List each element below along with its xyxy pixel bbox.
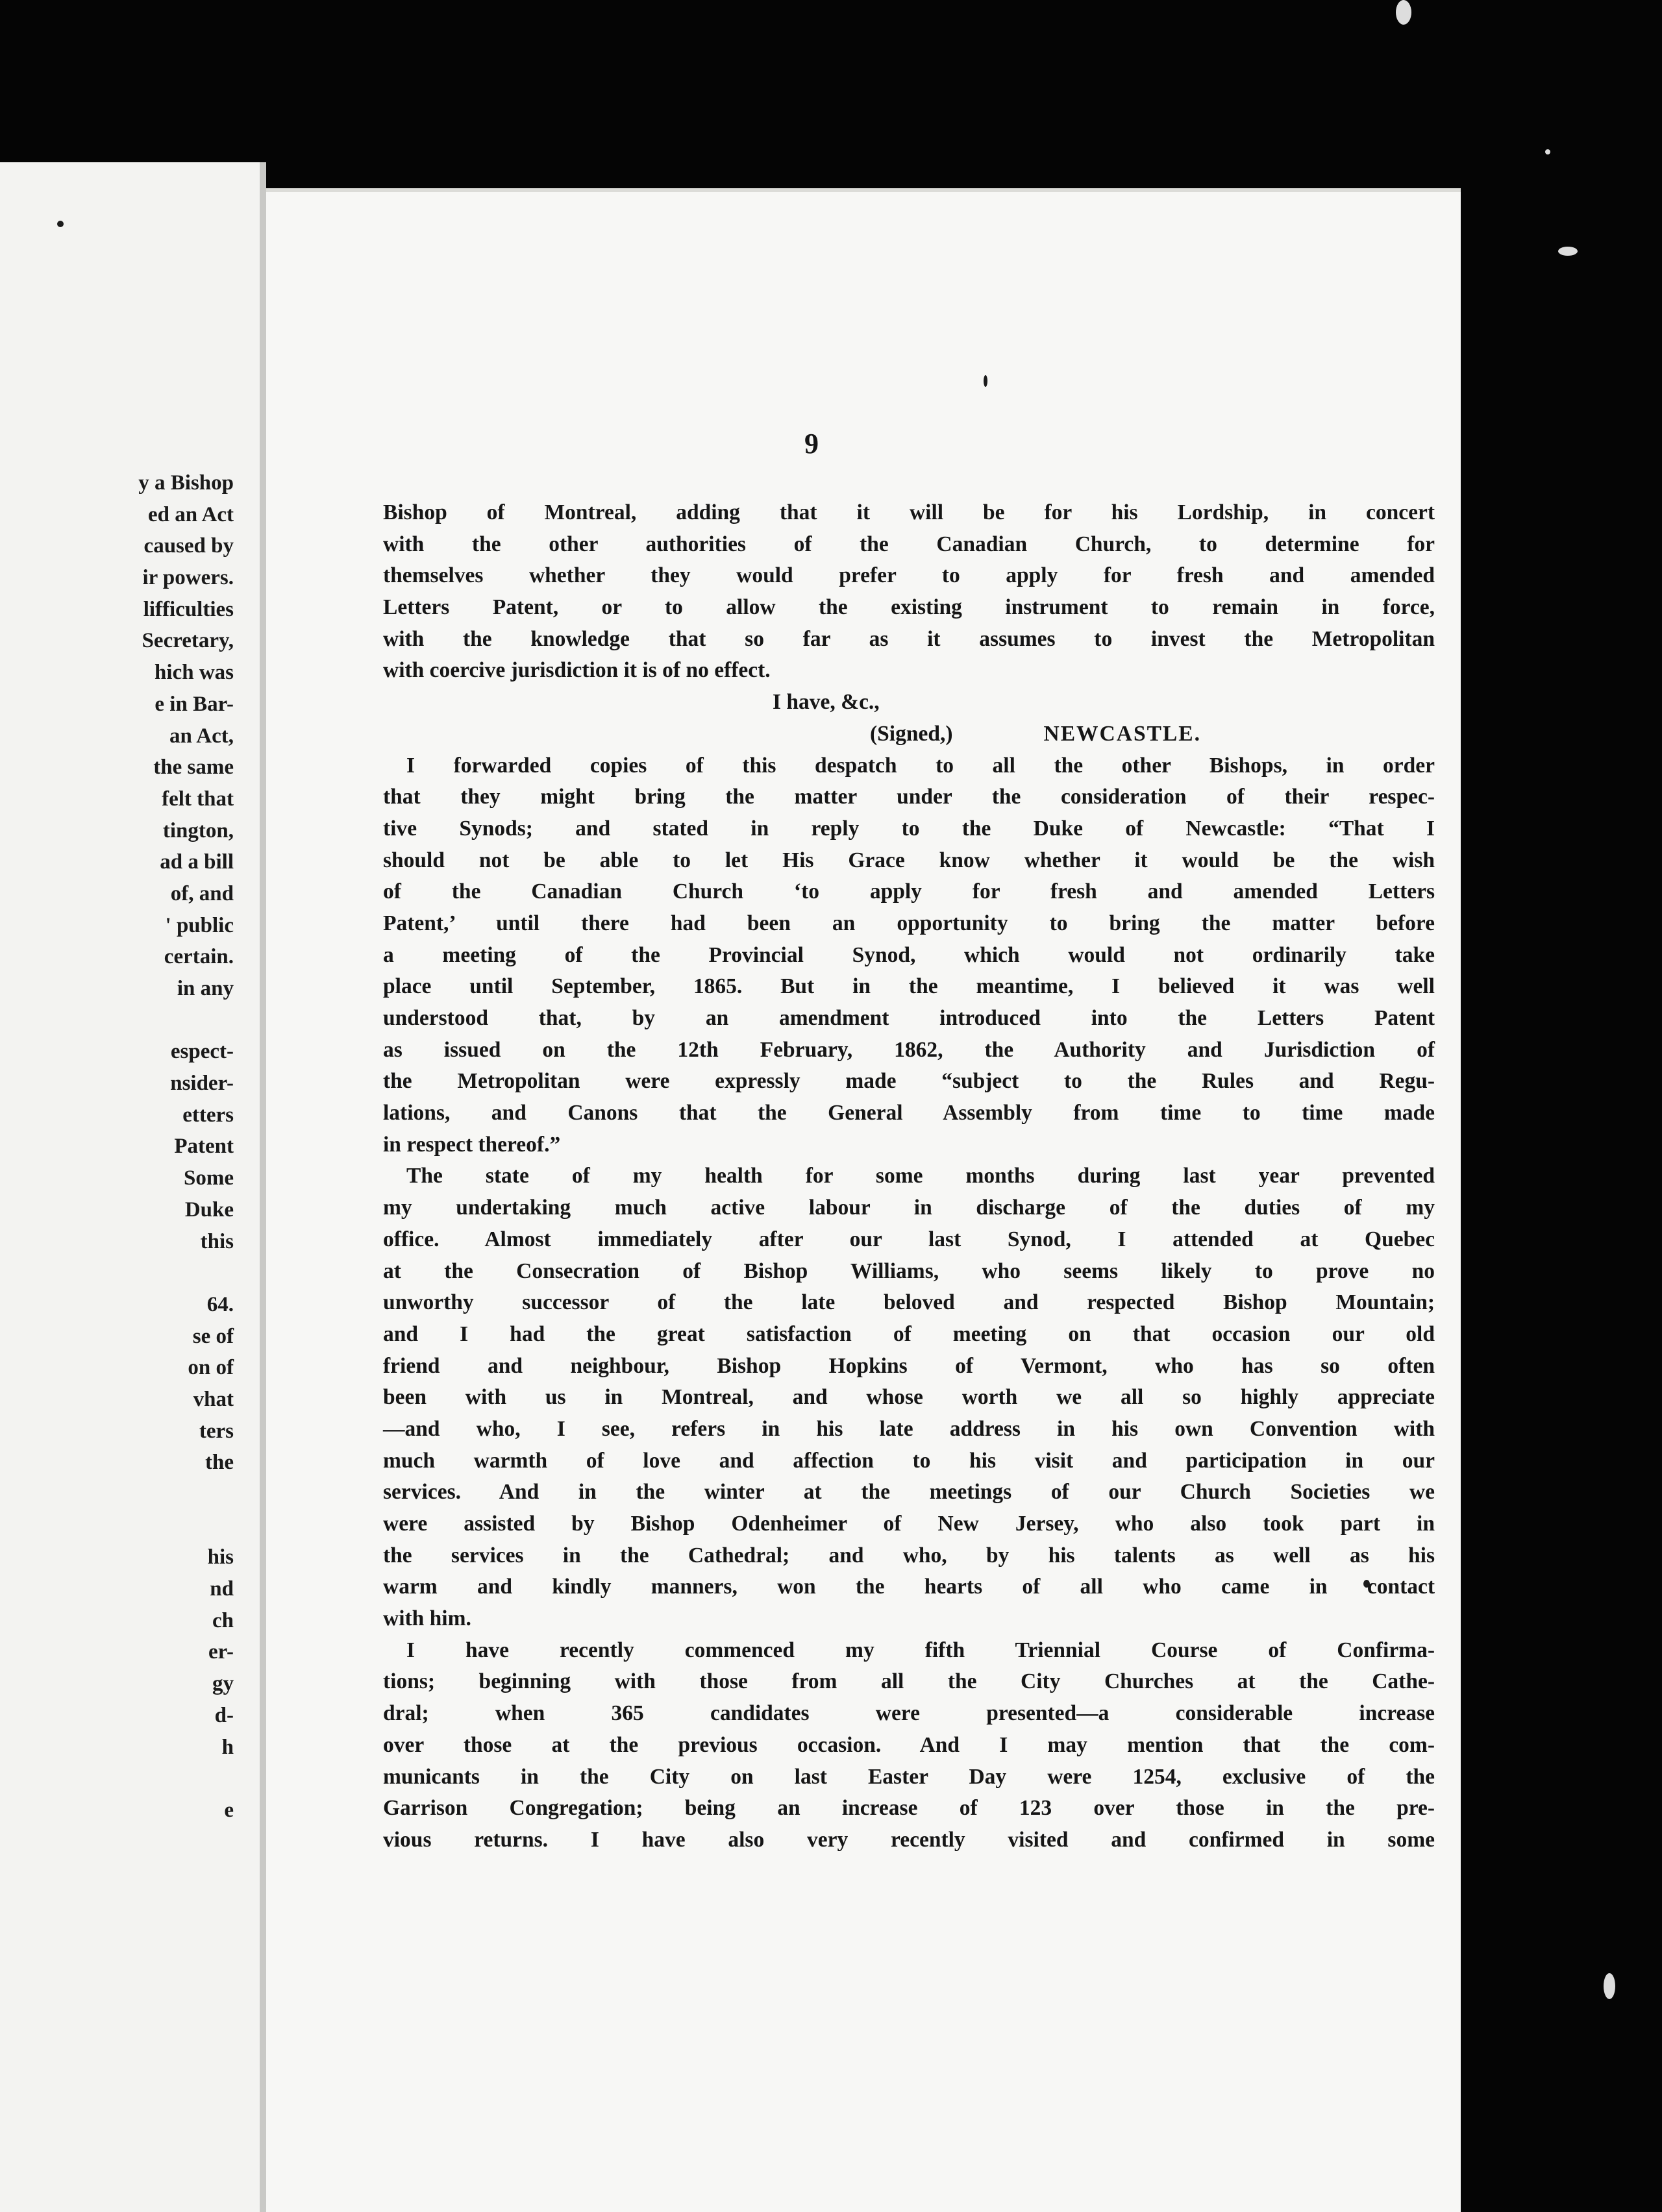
left-page-line: Some xyxy=(184,1166,234,1190)
left-page-line: 64. xyxy=(206,1292,234,1316)
left-page-line: ' public xyxy=(165,913,234,937)
ink-speck xyxy=(57,221,64,227)
left-page-line xyxy=(0,1257,234,1289)
left-page-text xyxy=(0,467,234,1826)
text-line: place until September, 1865. But in the meantime, I believed it was well xyxy=(383,974,1435,999)
text-line: I have recently commenced my fifth Triennial Course of Confirma- xyxy=(406,1638,1435,1662)
signature-line xyxy=(383,719,1435,750)
text-line: Letters Patent, or to allow the existing instrument to remain in force, xyxy=(383,595,1435,620)
text-line: with him. xyxy=(383,1606,471,1631)
left-facing-page xyxy=(0,162,266,2212)
left-page-line xyxy=(0,1479,234,1510)
text-line: office. Almost immediately after our last Synod, I attended at Quebec xyxy=(383,1227,1435,1251)
left-page-line: ch xyxy=(212,1608,234,1632)
text-line: Garrison Congregation; being an increase of 123 over those in the pre- xyxy=(383,1796,1435,1821)
letter-closing-paragraph xyxy=(383,497,1435,687)
left-page-line: an Act, xyxy=(169,724,234,748)
signatory: NEWCASTLE. xyxy=(1043,721,1201,746)
scan-speck xyxy=(1604,1973,1615,1999)
left-page-line: lifficulties xyxy=(143,597,234,621)
main-page xyxy=(266,188,1461,2212)
paragraph-despatch xyxy=(383,750,1435,1161)
text-line: should not be able to let His Grace know whether it would be the wish xyxy=(383,848,1435,872)
left-page-line: hich was xyxy=(155,661,234,685)
text-line: at the Consecration of Bishop Williams, who seems likely to prove no xyxy=(383,1259,1435,1283)
text-line: with the knowledge that so far as it assumes to invest the Metropolitan xyxy=(383,626,1435,651)
text-line: unworthy successor of the late beloved and respected Bishop Mountain; xyxy=(383,1290,1435,1315)
left-page-line: espect- xyxy=(170,1040,234,1064)
left-page-line: ed an Act xyxy=(148,502,234,526)
left-page-line: Patent xyxy=(174,1135,234,1159)
text-line: Bishop of Montreal, adding that it will be for his Lordship, in concert xyxy=(383,500,1435,524)
left-page-line: the same xyxy=(153,756,234,780)
text-line: The state of my health for some months during last year prevented xyxy=(406,1164,1435,1188)
text-line: a meeting of the Provincial Synod, which would not ordinarily take xyxy=(383,942,1435,967)
left-page-line: vhat xyxy=(193,1387,234,1411)
scan-speck xyxy=(1396,0,1411,25)
text-line: tions; beginning with those from all the City Churches at the Cathe- xyxy=(383,1669,1435,1694)
left-page-line: ters xyxy=(199,1419,234,1443)
left-page-line: gy xyxy=(212,1672,234,1696)
text-line: —and who, I see, refers in his late address in his own Convention with xyxy=(383,1416,1435,1441)
text-line: lations, and Canons that the General Assembly from time to time made xyxy=(383,1101,1435,1125)
paragraph-health xyxy=(383,1161,1435,1634)
left-page-line xyxy=(0,1005,234,1037)
text-line: been with us in Montreal, and whose worth we all so highly appreciate xyxy=(383,1385,1435,1410)
text-line: as issued on the 12th February, 1862, the Authority and Jurisdiction of xyxy=(383,1037,1435,1062)
text-line: with the other authorities of the Canadian Church, to determine for xyxy=(383,532,1435,556)
page-number: 9 xyxy=(804,428,819,460)
left-page-line: felt that xyxy=(162,787,234,811)
left-page-line: the xyxy=(205,1451,234,1475)
left-page-line: d- xyxy=(214,1703,234,1727)
text-line: the Metropolitan were expressly made “subject to the Rules and Regu- xyxy=(383,1069,1435,1094)
text-line: that they might bring the matter under the consideration of their respec- xyxy=(383,785,1435,809)
text-line: Patent,’ until there had been an opportunity to bring the matter before xyxy=(383,911,1435,935)
text-line: understood that, by an amendment introduced into the Letters Patent xyxy=(383,1006,1435,1030)
left-page-line: in any xyxy=(177,977,234,1000)
text-line: were assisted by Bishop Odenheimer of New Jersey, who also took part in xyxy=(383,1512,1435,1536)
text-line: tive Synods; and stated in reply to the Duke of Newcastle: “That I xyxy=(383,816,1435,841)
text-line: warm and kindly manners, won the hearts of all who came in contact xyxy=(383,1575,1435,1599)
text-line: in respect thereof.” xyxy=(383,1132,561,1157)
text-line: and I had the great satisfaction of meeting on that occasion our old xyxy=(383,1321,1435,1346)
left-page-line: caused by xyxy=(143,534,234,558)
text-line: friend and neighbour, Bishop Hopkins of Vermont, who has so often xyxy=(383,1353,1435,1378)
left-page-line: er- xyxy=(208,1640,234,1664)
text-line: with coercive jurisdiction it is of no effect. xyxy=(383,658,771,683)
left-page-line: his xyxy=(207,1545,234,1569)
left-page-line: certain. xyxy=(164,945,234,969)
body-text xyxy=(383,497,1435,1856)
ink-speck xyxy=(984,375,987,387)
left-page-line: ir powers. xyxy=(142,566,234,590)
text-line: the services in the Cathedral; and who, by his talents as well as his xyxy=(383,1543,1435,1567)
left-page-line xyxy=(0,1763,234,1795)
paragraph-confirmations xyxy=(383,1635,1435,1856)
left-page-line: this xyxy=(200,1229,234,1253)
signed-label: (Signed,) xyxy=(870,721,953,746)
text-line: municants in the City on last Easter Day were 1254, exclusive of the xyxy=(383,1764,1435,1789)
text-line: services. And in the winter at the meetings of our Church Societies we xyxy=(383,1480,1435,1505)
left-page-line: nsider- xyxy=(170,1072,234,1096)
left-page-line: se of xyxy=(192,1324,234,1348)
salutation: I have, &c., xyxy=(773,690,880,715)
left-page-line: Duke xyxy=(184,1198,234,1222)
left-page-line: tington, xyxy=(162,818,234,842)
text-line: themselves whether they would prefer to apply for fresh and amended xyxy=(383,563,1435,588)
left-page-line: of, and xyxy=(170,881,234,905)
left-page-line: Secretary, xyxy=(142,629,234,653)
text-line: my undertaking much active labour in discharge of the duties of my xyxy=(383,1196,1435,1220)
left-page-line: nd xyxy=(210,1577,234,1601)
left-page-line: ad a bill xyxy=(160,850,234,874)
text-line: vious returns. I have also very recently visited and confirmed in some xyxy=(383,1827,1435,1852)
left-page-line: etters xyxy=(182,1103,234,1127)
left-page-line: e in Bar- xyxy=(155,692,234,716)
left-page-line: y a Bishop xyxy=(138,471,234,495)
scan-speck xyxy=(1545,149,1550,154)
left-page-line: on of xyxy=(188,1356,234,1380)
text-line: over those at the previous occasion. And I may mention that the com- xyxy=(383,1732,1435,1757)
text-line: much warmth of love and affection to his visit and participation in our xyxy=(383,1448,1435,1473)
left-page-line xyxy=(0,1510,234,1542)
text-line: of the Canadian Church ‘to apply for fresh and amended Letters xyxy=(383,879,1435,904)
scan-speck xyxy=(1558,247,1578,256)
left-page-line: h xyxy=(221,1735,234,1759)
left-page-line: e xyxy=(224,1798,234,1822)
text-line: I forwarded copies of this despatch to all the other Bishops, in order xyxy=(406,753,1435,778)
text-line: dral; when 365 candidates were presented—a considerable increase xyxy=(383,1701,1435,1726)
